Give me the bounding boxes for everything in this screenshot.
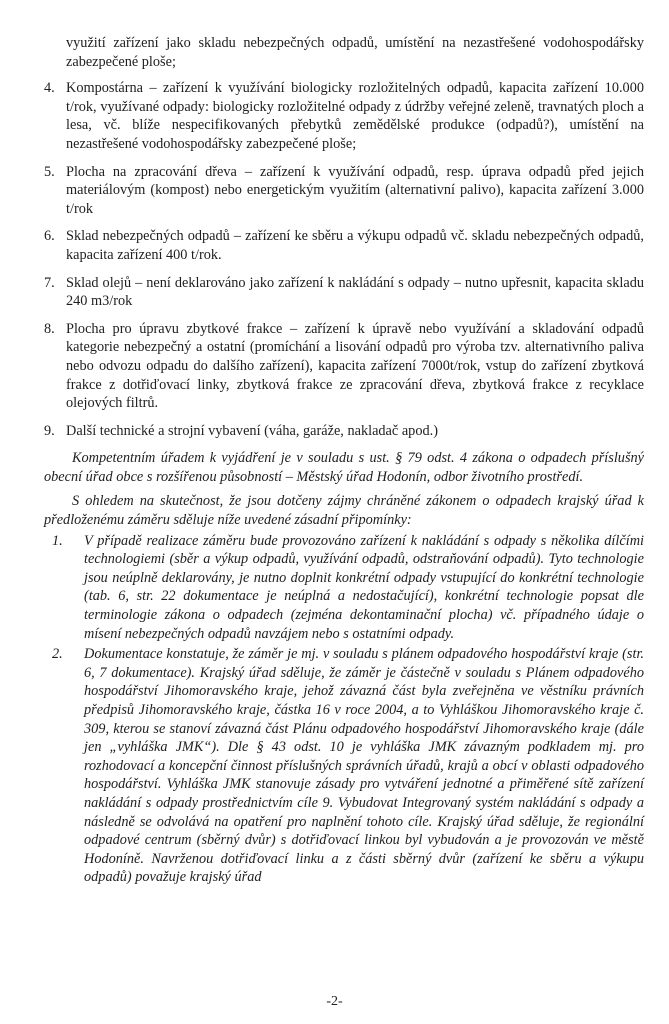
remark-text: V případě realizace záměru bude provozováno zařízení k nakládání s odpady s několika dílčími technologiemi (sběr a výkup odpadů, využívání odpadů, odstraňování odpadů). Tyto technologie jsou neúplně deklarovány, je nutno doplnit konkrétní odpady vstupující do konkrétní technologie (tab. 6, str. 22 dokumentace je neúplná a nedostačující), konkrétní technologie popsat dle terminologie zákona o odpadech (zejména dekontaminační plocha) vč. případného údaje o mísení nebezpečných odpadů navzájem nebo s ostatními odpady. bbox=[84, 532, 644, 642]
item-text: Plocha na zpracování dřeva – zařízení k využívání odpadů, resp. úprava odpadů před jejich materiálovým (kompost) nebo energetickým využitím (alternativní palivo), kapacita zařízení 3.000 t/rok bbox=[66, 163, 644, 217]
item-number: 8. bbox=[44, 320, 55, 337]
remarks-intro-paragraph: S ohledem na skutečnost, že jsou dotčeny zájmy chráněné zákonem o odpadech krajský úřad k předloženému záměru sděluje níže uvedené zásadní připomínky: bbox=[44, 493, 644, 529]
list-item-9 bbox=[44, 422, 644, 441]
remark-text: Dokumentace konstatuje, že záměr je mj. v souladu s plánem odpadového hospodářství kraje (str. 6, 7 dokumentace). Krajský úřad sděluje, že záměr je částečně v souladu s Plánem odpadového hospodářství Jihomoravského kraje, jehož závazná část byla zveřejněna ve věstníku právních předpisů Jihomoravského kraje, částka 16 v roce 2004, a to Vyhláškou Jihomoravského kraje č. 309, kterou se stanoví závazná část Plánu odpadového hospodářství Jihomoravského kraje (dále jen „vyhláška JMK“). Dle § 43 odst. 10 je vyhláška JMK závazným podkladem mj. pro rozhodovací a koncepční činnost příslušných správních úřadů, krajů a obcí v oblasti odpadového hospodářství. Vyhláška JMK stanovuje zásady pro vytváření jednotné a přiměřené sítě zařízení nakládání s odpady prostřednictvím cíle 9. Vybudovat Integrovaný systém nakládání s odpady a následně se odvolává na opatření pro naplnění tohoto cíle. Krajský úřad sděluje, že regionální odpadové centrum (sběrný dvůr) s dotřiďovací linkou byl vybudován a je provozován ve městě Hodoníně. Navrženou dotřiďovací linku a z části sběrný dvůr (zařízení ke sběru a výkupu odpadů) považuje krajský úřad bbox=[84, 646, 644, 886]
remark-item-1 bbox=[44, 532, 644, 644]
remark-item-2 bbox=[44, 645, 644, 887]
item-number: 7. bbox=[44, 274, 55, 291]
item-text: Plocha pro úpravu zbytkové frakce – zařízení k úpravě nebo využívání a skladování odpadů kategorie nebezpečný a ostatní (promíchání a lisování odpadů pro výroba tzv. alternativního paliva nebo odvozu odpadu do dalšího zařízení), kapacita zařízení 7000t/rok, vstup do zařízení zbytková frakce z dotřiďovací linky, zbytková frakce ze zpracování dřeva, zbytková frakce z recyklace olejových filtrů. bbox=[66, 320, 644, 412]
list-item-5 bbox=[44, 163, 644, 219]
item-text: Kompostárna – zařízení k využívání biologicky rozložitelných odpadů, kapacita zařízení 10.000 t/rok, využívané odpady: biologicky rozložitelné odpady z údržby veřejné zeleně, travnatých ploch a lesa, vč. blíže nespecifikovaných přebytků zemědělské produkce (odpadů?), umístění na nezastřešené vodohospodářsky zabezpečené ploše; bbox=[66, 80, 644, 152]
item-number: 6. bbox=[44, 228, 55, 245]
item-text: Sklad olejů – není deklarováno jako zařízení k nakládání s odpady – nutno upřesnit, kapacita skladu 240 m3/rok bbox=[66, 274, 644, 310]
page-number: -2- bbox=[326, 994, 343, 1009]
competent-authority-paragraph: Kompetentním úřadem k vyjádření je v souladu s ust. § 79 odst. 4 zákona o odpadech příslušný obecní úřad obce s rozšířenou působností – Městský úřad Hodonín, odbor životního prostředí. bbox=[44, 450, 644, 485]
document-body bbox=[44, 34, 644, 887]
list-item-6 bbox=[44, 227, 644, 264]
item-number: 5. bbox=[44, 163, 55, 180]
remark-number: 2. bbox=[52, 646, 63, 663]
continuation-paragraph: využití zařízení jako skladu nebezpečných odpadů, umístění na nezastřešené vodohospodářsky zabezpečené ploše; bbox=[66, 35, 644, 70]
item-text: Sklad nebezpečných odpadů – zařízení ke sběru a výkupu odpadů vč. skladu nebezpečných odpadů, kapacita zařízení 400 t/rok. bbox=[66, 228, 644, 263]
list-item-8 bbox=[44, 320, 644, 413]
list-item-7 bbox=[44, 274, 644, 311]
list-item-4 bbox=[44, 79, 644, 153]
item-number: 9. bbox=[44, 422, 55, 439]
item-number: 4. bbox=[44, 80, 55, 97]
remark-number: 1. bbox=[52, 532, 63, 549]
item-text: Další technické a strojní vybavení (váha, garáže, nakladač apod.) bbox=[66, 422, 438, 439]
